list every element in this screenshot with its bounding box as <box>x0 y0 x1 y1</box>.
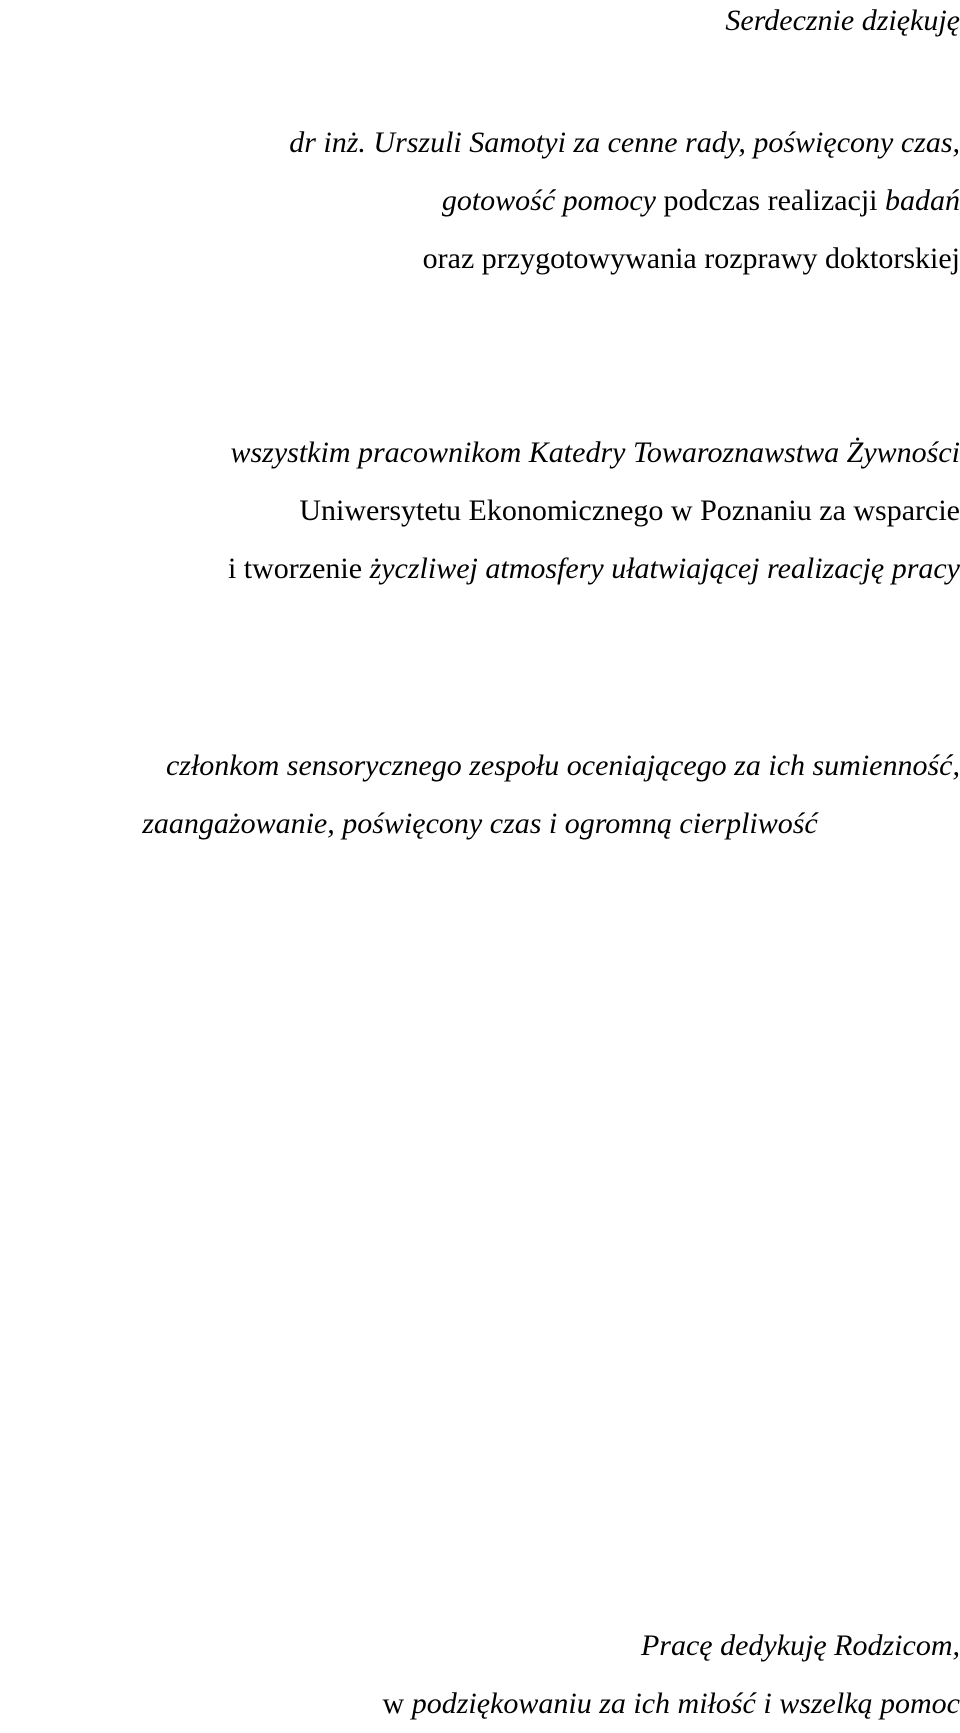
ack-text: i tworzenie <box>227 552 370 585</box>
ack-text: gotowość pomocy <box>441 184 656 217</box>
ack-text: oraz przygotowywania rozprawy doktorskiej <box>422 242 960 275</box>
ack-text: wszystkim pracownikom Katedry Towaroznawstwa Żywności <box>230 436 960 469</box>
dedication-text: w <box>382 1687 412 1720</box>
acknowledgement-supervisor <box>0 114 960 288</box>
acknowledgements-heading <box>0 0 960 50</box>
ack-text: podczas realizacji <box>655 184 885 217</box>
ack-line <box>0 172 960 230</box>
ack-text: zaangażowanie, poświęcony czas i ogromną cierpliwość <box>142 807 818 840</box>
ack-text: członkom sensorycznego zespołu oceniającego za ich sumienność, <box>165 749 960 782</box>
ack-line <box>0 114 960 172</box>
dedication-line-2 <box>0 1675 960 1733</box>
ack-line <box>0 540 960 598</box>
dedication-text: podziękowaniu za ich miłość i wszelką pomoc <box>411 1687 960 1720</box>
ack-line <box>0 482 960 540</box>
ack-line <box>0 795 960 853</box>
heading-text: Serdecznie dziękuję <box>725 4 960 37</box>
acknowledgement-department <box>0 424 960 598</box>
acknowledgement-sensory-panel <box>0 737 960 853</box>
ack-line <box>0 737 960 795</box>
ack-line <box>0 424 960 482</box>
ack-line <box>0 230 960 288</box>
ack-text: Uniwersytetu Ekonomicznego w Poznaniu za wsparcie <box>299 494 960 527</box>
ack-text: dr inż. Urszuli Samotyi za cenne rady, poświęcony czas, <box>289 126 960 159</box>
dedication <box>0 1617 960 1733</box>
ack-text: życzliwej atmosfery ułatwiającej realizację pracy <box>369 552 960 585</box>
ack-text: badań <box>885 184 960 217</box>
dedication-line-1: Pracę dedykuję Rodzicom, <box>640 1629 960 1662</box>
